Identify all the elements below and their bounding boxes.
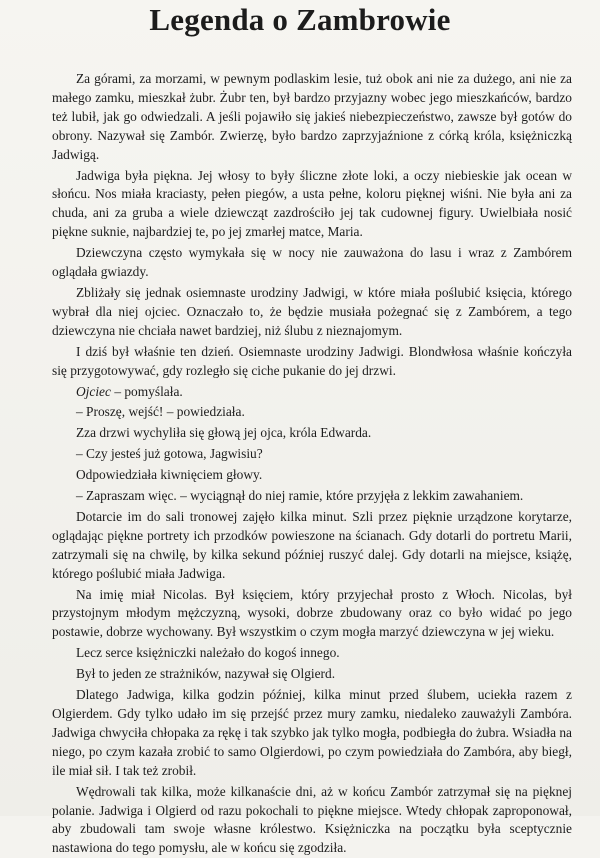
paragraph: Zza drzwi wychyliła się głową jej ojca, króla Edwarda.: [76, 425, 372, 441]
paragraph: Lecz serce księżniczki należało do kogoś innego.: [76, 645, 340, 661]
thought-rest: – pomyślała.: [114, 383, 183, 399]
paragraph: – Zapraszam więc. – wyciągnął do niej ramie, które przyjęła z lekkim zawahaniem.: [76, 488, 524, 504]
thought-word: Ojciec: [76, 383, 111, 399]
paragraph: Za górami, za morzami, w pewnym podlaskim lesie, tuż obok ani nie za dużego, ani nie za małego zamku, mieszkał żubr. Żubr ten, był bardzo przyjazny wobec jego mieszkańców, bardzo też lubił, jak go odwiedzali. A jeśli pojawiło się jakieś niebezpieczeństwo, zawsze był gotów do obrony. Nazywał się Zambór. Zwierzę, było bardzo zaprzyjaźnione z córką króla, księżniczką Jadwigą.: [52, 71, 572, 162]
paragraph-thought: [52, 383, 572, 402]
story-text: [52, 70, 572, 858]
paragraph: Zbliżały się jednak osiemnaste urodziny Jadwigi, w które miała poślubić księcia, którego wybrał dla niej ojciec. Oznaczało to, że będzie musiała pożegnać się z Zambórem, a tego dziewczyna nie chciała nawet bardziej, niż ślubu z nieznajomym.: [52, 284, 572, 338]
page-title: Legenda o Zambrowie: [149, 2, 451, 37]
paragraph: – Czy jesteś już gotowa, Jagwisiu?: [76, 446, 263, 462]
paragraph: Wędrowali tak kilka, może kilkanaście dni, aż w końcu Zambór zatrzymał się na pięknej polanie. Jadwiga i Olgierd od razu pokochali to piękne miejsce. Wtedy chłopak zaproponował, aby zbudowali tam swoje własne królestwo. Księżniczka na początku była sceptycznie nastawiona do tego pomysłu, ale w końcu się zgodziła.: [52, 783, 572, 856]
paragraph: Dlatego Jadwiga, kilka godzin później, kilka minut przed ślubem, uciekła razem z Olgierdem. Gdy tylko udało im się przejść przez mury zamku, niedaleko zauważyli Zambóra. Jadwiga chwyciła chłopaka za rękę i tak szybko jak tylko mogła, podbiegła do żubra. Wsiadła na niego, po czym kazała zrobić to samo Olgierdowi, po czym powiedziała do Zambóra, aby biegł, ile miał sił. I tak też zrobił.: [52, 687, 572, 778]
paragraph: I dziś był właśnie ten dzień. Osiemnaste urodziny Jadwigi. Blondwłosa właśnie kończyła się przygotowywać, gdy rozległo się ciche pukanie do jej drzwi.: [52, 343, 572, 378]
paragraph: Odpowiedziała kiwnięciem głowy.: [76, 467, 263, 483]
paragraph: Dotarcie im do sali tronowej zajęło kilka minut. Szli przez pięknie urządzone korytarze, oglądając piękne portrety ich przodków powieszone na ścianach. Gdy dotarli do portretu Marii, zatrzymali się na chwilę, by kilka sekund później ruszyć dalej. Gdy dotarli na miejsce, książę, którego poślubić miała Jadwiga.: [52, 508, 572, 581]
paragraph: – Proszę, wejść! – powiedziała.: [76, 404, 245, 420]
paragraph: Jadwiga była piękna. Jej włosy to były śliczne złote loki, a oczy niebieskie jak ocean w słońcu. Nos miała kraciasty, pełen piegów, a usta pełne, koloru pięknej wiśni. Nie była ani za chuda, ani za gruba a wiele dziewcząt zazdrościło jej tak cudownej figury. Uwielbiała nosić piękne suknie, najbardziej te, po jej zmarłej matce, Maria.: [52, 167, 572, 240]
paragraph: Na imię miał Nicolas. Był księciem, który przyjechał prosto z Włoch. Nicolas, był przystojnym młodym mężczyzną, wysoki, dobrze zbudowany oraz co było widać po jego postawie, dobrze wychowany. Był wszystkim o czym mogła marzyć dziewczyna w jej wieku.: [52, 586, 572, 640]
paragraph: Dziewczyna często wymykała się w nocy nie zauważona do lasu i wraz z Zambórem oglądała gwiazdy.: [52, 245, 572, 280]
paragraph: Był to jeden ze strażników, nazywał się Olgierd.: [76, 666, 336, 682]
